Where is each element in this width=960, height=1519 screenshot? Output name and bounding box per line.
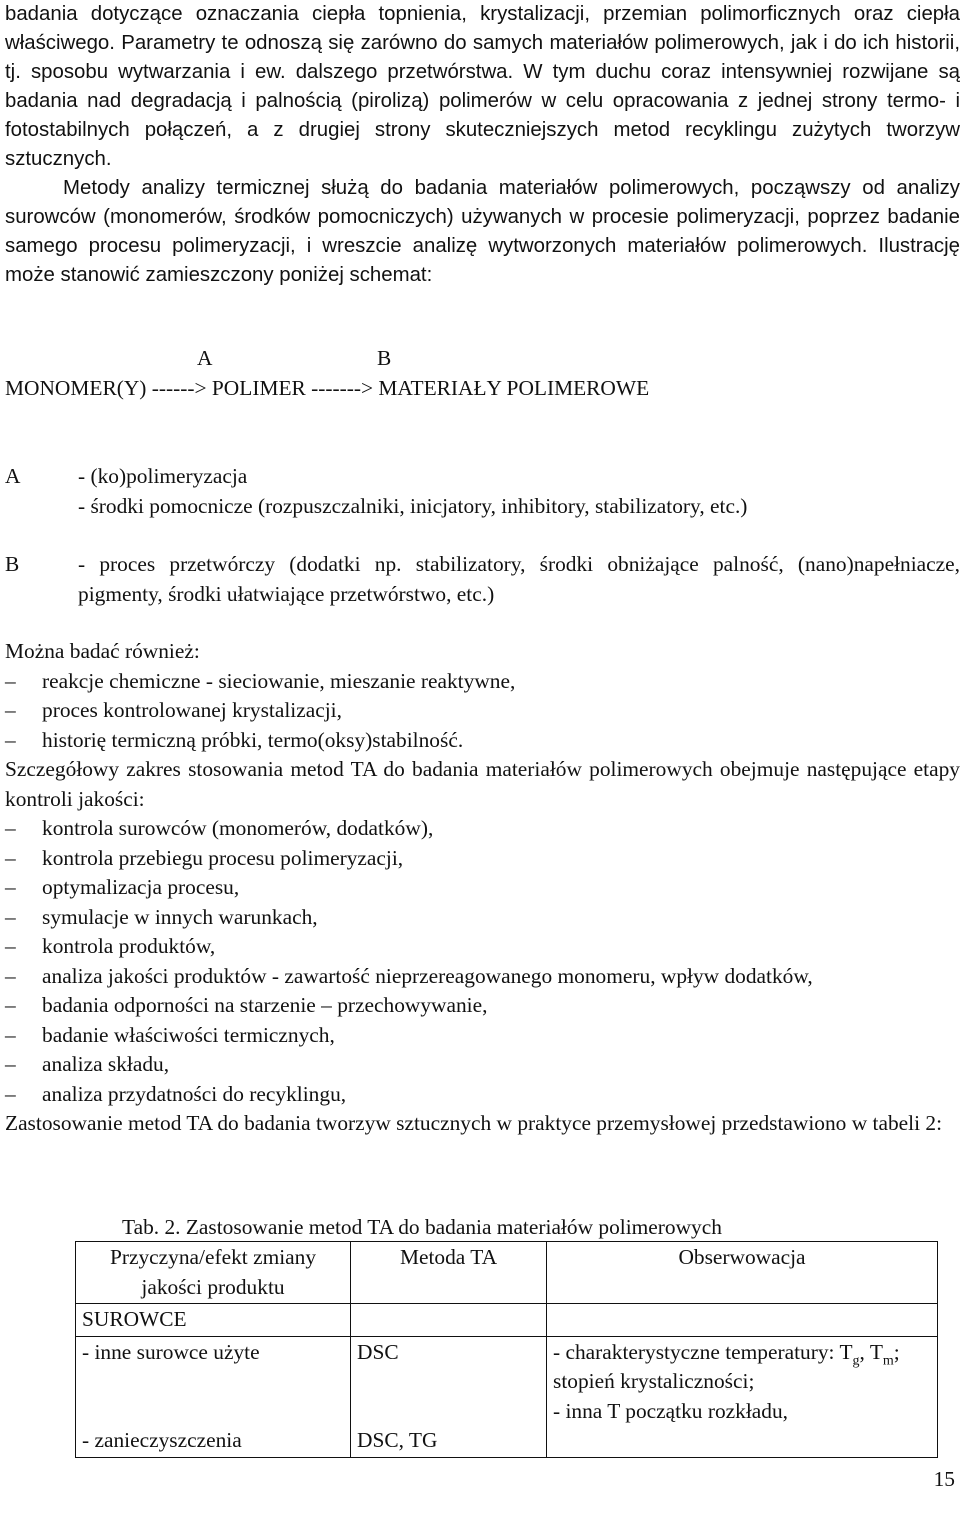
section-label: SUROWCE [76, 1304, 351, 1337]
definition-b [5, 550, 960, 609]
column-header: Przyczyna/efekt zmiany jakości produktu [76, 1242, 351, 1304]
list-item: – kontrola produktów, [5, 932, 960, 962]
definitions [5, 462, 960, 609]
dash-bullet-icon: – [5, 698, 16, 722]
column-header: Metoda TA [351, 1242, 547, 1304]
list-item: – analiza przydatności do recyklingu, [5, 1080, 960, 1110]
definition-line: - środki pomocnicze (rozpuszczalniki, inicjatory, inhibitory, stabilizatory, etc.) [78, 493, 748, 518]
table-cell [547, 1336, 938, 1457]
method-text: DSC, TG [357, 1428, 438, 1452]
list-item: – badania odporności na starzenie – przechowywanie, [5, 991, 960, 1021]
also-heading: Można badać również: [5, 639, 200, 663]
dash-bullet-icon: – [5, 963, 16, 988]
paragraph-2 [5, 174, 960, 290]
dash-bullet-icon: – [5, 993, 16, 1017]
dash-bullet-icon: – [5, 1052, 16, 1076]
page-number: 15 [933, 1467, 955, 1491]
definition-line: - proces przetwórczy (dodatki np. stabilizatory, środki obniżające palność, (nano)napełniacze, pigmenty, środki ułatwiające przetwórstwo, etc.) [78, 552, 960, 606]
dash-bullet-icon: – [5, 1081, 16, 1106]
definition-a [5, 462, 960, 521]
list-item: – badanie właściwości termicznych, [5, 1021, 960, 1051]
list-item: – optymalizacja procesu, [5, 873, 960, 903]
paragraph-1 [5, 0, 960, 174]
list-item: – proces kontrolowanej krystalizacji, [5, 696, 960, 726]
table-section-row [76, 1304, 938, 1337]
list-item: – analiza składu, [5, 1050, 960, 1080]
list-item: – analiza jakości produktów - zawartość nieprzereagowanego monomeru, wpływ dodatków, [5, 962, 960, 992]
list-item: – reakcje chemiczne - sieciowanie, mieszanie reaktywne, [5, 667, 960, 697]
cause-text: - inne surowce użyte [82, 1339, 260, 1364]
definition-body [78, 550, 960, 609]
dash-bullet-icon: – [5, 816, 16, 840]
stages-list [5, 814, 960, 1109]
dash-bullet-icon: – [5, 875, 16, 899]
scheme-label-a: A [197, 346, 213, 370]
observation-text: - charakterystyczne temperatury: $T_g$, $T_m$; stopień krystaliczności; [553, 1339, 900, 1393]
scheme-line: MONOMER(Y) ------> POLIMER -------> MATERIAŁY POLIMEROWE [5, 376, 650, 400]
detail-intro: Szczegółowy zakres stosowania metod TA do badania materiałów polimerowych obejmuje następujące etapy kontroli jakości: [5, 757, 960, 811]
dash-bullet-icon: – [5, 904, 16, 929]
also-section [5, 637, 960, 1139]
definition-body [78, 462, 960, 521]
dash-bullet-icon: – [5, 934, 16, 958]
scheme-labels [0, 344, 960, 374]
table-caption: Tab. 2. Zastosowanie metod TA do badania materiałów polimerowych [122, 1215, 722, 1239]
paragraph-1-text: badania dotyczące oznaczania ciepła topnienia, krystalizacji, przemian polimorficznych oraz ciepła właściwego. Parametry te odnoszą się zarówno do samych materiałów polimerowych, jak i do ich historii, tj. sposobu wytwarzania i ew. dalszego przetwórstwa. W tym duchu coraz intensywniej rozwijane są badania nad degradacją i palnością (pirolizą) polimerów w celu opracowania z jednej strony termo- i fotostabilnych połączeń, a z drugiej strony skuteczniejszych metod recyklingu zużytych tworzyw sztucznych. [5, 3, 960, 170]
methods-table [75, 1241, 938, 1458]
definition-key: B [5, 552, 20, 576]
table-intro: Zastosowanie metod TA do badania tworzyw sztucznych w praktyce przemysłowej przedstawiono w tabeli 2: [5, 1111, 943, 1135]
list-item: – historię termiczną próbki, termo(oksy)stabilność. [5, 726, 960, 756]
table-cell [76, 1336, 351, 1457]
scheme-label-b: B [377, 346, 392, 370]
cause-text: - zanieczyszczenia [82, 1428, 242, 1452]
observation-text: - inna T początku rozkładu, [553, 1398, 789, 1423]
method-text: DSC [357, 1339, 399, 1364]
definition-line: - (ko)polimeryzacja [78, 464, 248, 488]
list-item: – kontrola surowców (monomerów, dodatków), [5, 814, 960, 844]
definition-key: A [5, 464, 21, 488]
table-header-row [76, 1242, 938, 1304]
dash-bullet-icon: – [5, 727, 16, 752]
also-list [5, 667, 960, 756]
dash-bullet-icon: – [5, 1022, 16, 1047]
dash-bullet-icon: – [5, 845, 16, 870]
list-item: – kontrola przebiegu procesu polimeryzacji, [5, 844, 960, 874]
paragraph-2-text: Metody analizy termicznej służą do badania materiałów polimerowych, począwszy od analizy surowców (monomerów, środków pomocniczych) używanych w procesie polimeryzacji, poprzez badanie samego procesu polimeryzacji, i wreszcie analizę wytworzonych materiałów polimerowych. Ilustrację może stanowić zamieszczony poniżej schemat: [5, 177, 960, 286]
table-row [76, 1336, 938, 1457]
table-cell [351, 1336, 547, 1457]
column-header: Obserwowacja [547, 1242, 938, 1304]
list-item: – symulacje w innych warunkach, [5, 903, 960, 933]
dash-bullet-icon: – [5, 668, 16, 693]
